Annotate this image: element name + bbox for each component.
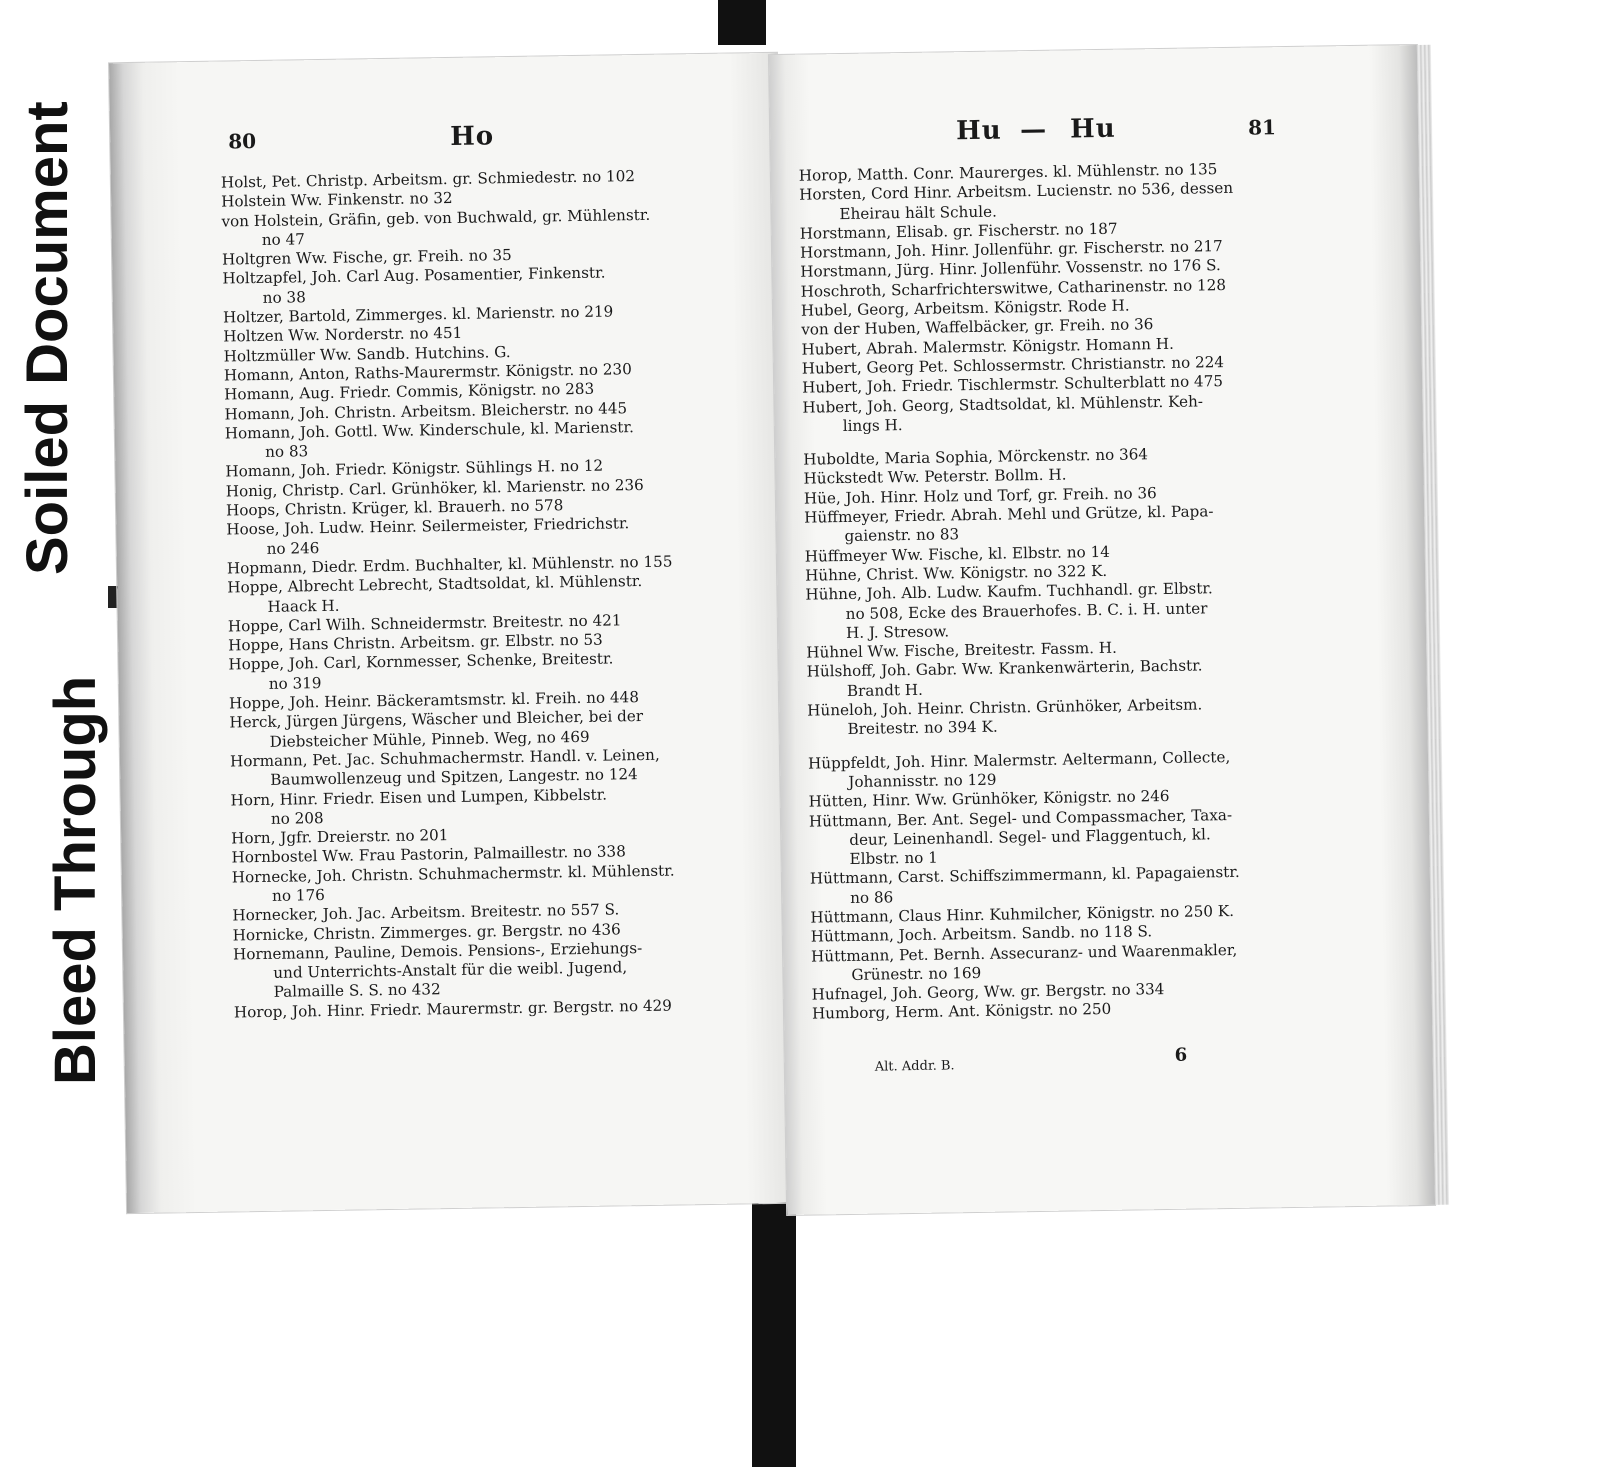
entry-line: Hubert, Georg Pet. Schlossermstr. Christianstr. no 224: [801, 353, 1225, 378]
entry-continuation: no 38: [262, 288, 306, 307]
entry-line: Hopmann, Diedr. Erdm. Buchhalter, kl. Mühlenstr. no 155: [226, 552, 673, 578]
entry-line: Horop, Joh. Hinr. Friedr. Maurermstr. gr. Bergstr. no 429: [233, 996, 673, 1022]
entry-line: Hüe, Joh. Hinr. Holz und Torf, gr. Freih. no 36: [803, 483, 1157, 508]
entry-line: Hornecke, Joh. Christn. Schuhmachermstr. kl. Mühlenstr.: [231, 861, 675, 887]
left-page-number: 80: [228, 129, 257, 154]
entry-line: Hoppe, Hans Christn. Arbeitsm. gr. Elbstr. no 53: [228, 630, 603, 655]
entry-line: Hoose, Joh. Ludw. Heinr. Seilermeister, Friedrichstr.: [226, 514, 630, 539]
right-page: [769, 45, 1435, 1215]
entry-continuation: gaienstr. no 83: [844, 525, 960, 546]
entry-continuation: no 508, Ecke des Brauerhofes. B. C. i. H. unter: [845, 598, 1208, 623]
entry-line: Hüppfeldt, Joh. Hinr. Malermstr. Aeltermann, Collecte,: [807, 747, 1231, 773]
entry-line: Hubert, Joh. Georg, Stadtsoldat, kl. Mühlenstr. Keh-: [802, 391, 1204, 417]
entry-continuation: Haack H.: [267, 596, 340, 616]
soiled-document-label: Soiled Document: [15, 101, 80, 575]
right-page-header: [770, 113, 1418, 157]
entry-line: Hoppe, Joh. Heinr. Bäckeramtsmstr. kl. Freih. no 448: [228, 688, 640, 713]
entry-continuation: no 208: [270, 808, 324, 828]
entry-line: von Holstein, Gräfin, geb. von Buchwald, gr. Mühlenstr.: [221, 205, 651, 231]
entry-line: Hütten, Hinr. Ww. Grünhöker, Königstr. no 246: [808, 787, 1170, 811]
entry-continuation: no 86: [850, 888, 894, 907]
running-head-dash: —: [1019, 114, 1048, 146]
entry-line: Horsten, Cord Hinr. Arbeitsm. Lucienstr. no 536, dessen: [798, 179, 1234, 204]
entry-continuation: deur, Leinenhandl. Segel- und Flaggentuch, kl.: [849, 825, 1211, 849]
directory-entry: [233, 938, 734, 1004]
entry-line: Holtzer, Bartold, Zimmerges. kl. Marienstr. no 219: [222, 302, 614, 327]
entry-continuation: Eheirau hält Schule.: [839, 202, 997, 223]
entry-line: Homann, Anton, Raths-Maurermstr. Königstr. no 230: [223, 360, 632, 385]
entry-line: Horop, Matth. Conr. Maurerges. kl. Mühlenstr. no 135: [798, 160, 1218, 185]
entry-continuation: no 319: [268, 673, 322, 693]
right-running-head-right: Hu: [1069, 113, 1116, 145]
entry-line: Holtzapfel, Joh. Carl Aug. Posamentier, Finkenstr.: [222, 264, 606, 289]
entry-continuation: Breitestr. no 394 K.: [847, 717, 998, 739]
entry-line: Holtzen Ww. Norderstr. no 451: [223, 324, 463, 346]
entry-line: Holstein Ww. Finkenstr. no 32: [221, 189, 453, 211]
left-running-head: Ho: [449, 121, 495, 152]
directory-entry: [809, 804, 1310, 870]
binding-mark-top: [718, 0, 766, 45]
entry-line: Horn, Hinr. Friedr. Eisen und Lumpen, Kibbelstr.: [230, 785, 608, 809]
entry-continuation: no 176: [271, 886, 325, 905]
entry-continuation: lings H.: [842, 415, 903, 435]
entry-line: Hornbostel Ww. Frau Pastorin, Palmaillestr. no 338: [231, 842, 626, 867]
right-page-number: 81: [1247, 115, 1277, 140]
entry-line: Hufnagel, Joh. Georg, Ww. gr. Bergstr. no 334: [811, 980, 1165, 1004]
entry-line: Hückstedt Ww. Peterstr. Bollm. H.: [803, 465, 1067, 489]
entry-line: Hubel, Georg, Arbeitsm. Königstr. Rode H.: [800, 296, 1130, 320]
entry-continuation: Palmaille S. S. no 432: [273, 980, 441, 1002]
entry-continuation: Baumwollenzeug und Spitzen, Langestr. no 124: [270, 765, 638, 790]
entry-continuation: Brandt H.: [846, 680, 924, 700]
entry-continuation: und Unterrichts-Anstalt für die weibl. Jugend,: [273, 958, 628, 983]
entry-line: Huboldte, Maria Sophia, Mörckenstr. no 364: [803, 445, 1149, 469]
entry-line: Hüttmann, Claus Hinr. Kuhmilcher, Königstr. no 250 K.: [810, 901, 1235, 927]
entry-line: Holtgren Ww. Fische, gr. Freih. no 35: [221, 246, 512, 269]
entry-continuation: no 246: [266, 538, 320, 558]
bleed-through-label: Bleed Through: [43, 675, 108, 1085]
entry-line: Homann, Aug. Friedr. Commis, Königstr. no 283: [224, 380, 595, 404]
entry-line: Homann, Joh. Gottl. Ww. Kinderschule, kl. Marienstr.: [224, 417, 634, 443]
entry-line: Hornemann, Pauline, Demois. Pensions-, Erziehungs-: [232, 938, 643, 964]
entry-line: Hülshoff, Joh. Gabr. Ww. Krankenwärterin, Bachstr.: [806, 656, 1203, 682]
right-running-head-left: Hu: [955, 115, 1002, 147]
entry-line: Hüttmann, Ber. Ant. Segel- und Compassmacher, Taxa-: [808, 805, 1233, 831]
page-edge: [1417, 45, 1449, 1205]
entry-line: Hüttmann, Carst. Schiffszimmermann, kl. Papagaienstr.: [809, 863, 1240, 889]
entry-line: Horstmann, Joh. Hinr. Jollenführ. gr. Fischerstr. no 217: [799, 237, 1223, 262]
entry-line: Hubert, Joh. Friedr. Tischlermstr. Schulterblatt no 475: [802, 372, 1224, 397]
entry-line: Homann, Joh. Christn. Arbeitsm. Bleicherstr. no 445: [224, 398, 628, 424]
entry-line: Horstmann, Jürg. Hinr. Jollenführ. Vossenstr. no 176 S.: [800, 256, 1221, 282]
left-page: [109, 53, 795, 1213]
entry-continuation: no 83: [264, 442, 309, 462]
right-entry-list: [799, 159, 1312, 1025]
entry-line: Hüttmann, Pet. Bernh. Assecuranz- und Waarenmakler,: [810, 940, 1238, 966]
entry-line: Hüneloh, Joh. Heinr. Christn. Grünhöker, Arbeitsm.: [807, 695, 1203, 720]
entry-line: Hormann, Pet. Jac. Schuhmachermstr. Handl. v. Leinen,: [229, 745, 660, 771]
entry-continuation: Elbstr. no 1: [849, 848, 938, 869]
entry-continuation: H. J. Stresow.: [845, 622, 950, 642]
entry-line: Hornecker, Joh. Jac. Arbeitsm. Breitestr. no 557 S.: [232, 900, 620, 925]
left-entry-list: [221, 166, 734, 1023]
entry-line: Hühne, Joh. Alb. Ludw. Kaufm. Tuchhandl. gr. Elbstr.: [805, 579, 1213, 604]
entry-line: Hornicke, Christn. Zimmerges. gr. Bergstr. no 436: [232, 919, 621, 945]
entry-continuation: no 47: [261, 230, 306, 249]
entry-continuation: Johannisstr. no 129: [848, 770, 997, 791]
entry-line: Hubert, Abrah. Malermstr. Königstr. Homann H.: [801, 334, 1174, 359]
entry-line: von der Huben, Waffelbäcker, gr. Freih. no 36: [801, 315, 1154, 340]
entry-line: Herck, Jürgen Jürgens, Wäscher und Bleicher, bei der: [229, 707, 644, 732]
directory-entry: [802, 390, 1303, 436]
entry-line: Humborg, Herm. Ant. Königstr. no 250: [811, 1000, 1112, 1024]
entry-line: Hüffmeyer Ww. Fische, kl. Elbstr. no 14: [804, 542, 1110, 566]
signature-footer: Alt. Addr. B.: [874, 1058, 955, 1075]
entry-line: Homann, Joh. Friedr. Königstr. Sühlings H. no 12: [225, 457, 604, 481]
entry-line: Hüffmeyer, Friedr. Abrah. Mehl und Grütze, kl. Papa-: [804, 502, 1214, 527]
entry-line: Hoppe, Carl Wilh. Schneidermstr. Breitestr. no 421: [227, 611, 622, 636]
entry-line: Hoops, Christn. Krüger, kl. Brauerh. no 578: [225, 496, 564, 520]
directory-entry: [807, 694, 1308, 740]
directory-entry: [805, 578, 1306, 644]
entry-line: Honig, Christp. Carl. Grünhöker, kl. Marienstr. no 236: [225, 475, 644, 501]
document-label-strip: [8, 10, 108, 1090]
entry-line: Hoppe, Albrecht Lebrecht, Stadtsoldat, kl. Mühlenstr.: [227, 572, 643, 597]
signature-mark: 6: [1174, 1044, 1188, 1066]
left-page-header: [110, 121, 778, 165]
entry-line: Hoppe, Joh. Carl, Kornmesser, Schenke, Breitestr.: [228, 649, 614, 674]
entry-line: Hoschroth, Scharfrichterswitwe, Catharinenstr. no 128: [800, 275, 1227, 301]
entry-line: Hüttmann, Joch. Arbeitsm. Sandb. no 118 S.: [810, 922, 1153, 946]
entry-continuation: Diebsteicher Mühle, Pinneb. Weg, no 469: [269, 727, 590, 751]
entry-line: Hühnel Ww. Fische, Breitestr. Fassm. H.: [806, 638, 1118, 662]
entry-line: Hühne, Christ. Ww. Königstr. no 322 K.: [804, 561, 1108, 585]
entry-line: Holst, Pet. Christp. Arbeitsm. gr. Schmiedestr. no 102: [220, 167, 636, 192]
entry-line: Holtzmüller Ww. Sandb. Hutchins. G.: [223, 342, 511, 366]
entry-continuation: Grünestr. no 169: [851, 963, 982, 984]
binding-mark-bottom: [752, 1200, 796, 1467]
entry-line: Horstmann, Elisab. gr. Fischerstr. no 187: [799, 219, 1118, 243]
entry-line: Horn, Jgfr. Dreierstr. no 201: [231, 826, 449, 848]
